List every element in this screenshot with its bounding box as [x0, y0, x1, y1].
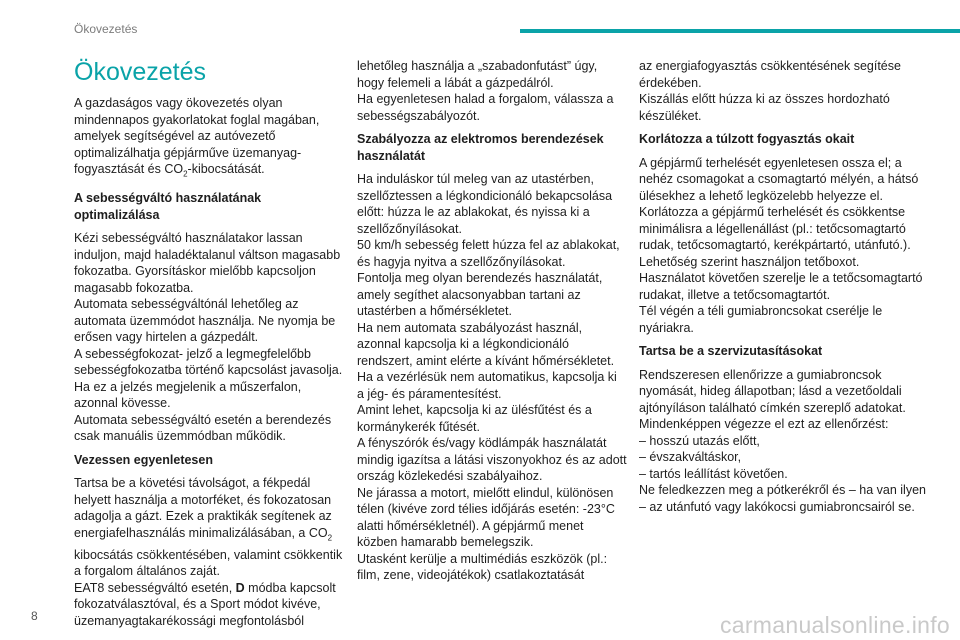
- paragraph: Mindenképpen végezze el ezt az ellenőrzést:: [639, 417, 889, 431]
- paragraph: Utasként kerülje a multimédiás eszközök (pl.: film, zene, videojátékok) csatlakoztatását: [357, 551, 608, 582]
- section-heading-electrical: Szabályozza az elektromos berendezések használatát: [357, 132, 604, 163]
- paragraph: Tél végén a téli gumiabroncsokat cserélje le nyáriakra.: [639, 304, 883, 335]
- eat8-text-a: EAT8 sebességváltó esetén,: [74, 580, 236, 595]
- section-heading-gearbox: A sebességváltó használatának optimalizálása: [74, 191, 262, 222]
- intro-subscript: 2: [183, 169, 188, 179]
- section-heading-consumption: Korlátozza a túlzott fogyasztás okait: [639, 132, 855, 146]
- list-item: – tartós leállítást követően.: [639, 466, 788, 481]
- paragraph: Automata sebességváltó esetén a berendezés csak manuális üzemmódban működik.: [74, 412, 332, 443]
- paragraph: Ne járassa a motort, mielőtt elindul, különösen télen (kivéve zord télies időjárás esetén: -23°C alatti hőmérsékletnél). A gépjármű menet közben hamarabb bemelegszik.: [357, 485, 615, 549]
- co2-text-b: kibocsátás csökkentésében, valamint csökkentik a forgalom általános zaját.: [74, 547, 343, 578]
- paragraph: Ha a vezérlésük nem automatikus, kapcsolja ki a jég- és páramentesítést.: [357, 370, 617, 401]
- paragraph: Rendszeresen ellenőrizze a gumiabroncsok nyomását, hideg állapotban; lásd a vezetőoldali ajtónyíláson található címkén szereplő adatokat.: [639, 367, 906, 415]
- paragraph: Használatot követően szerelje le a tetőcsomagtartó rudakat, illetve a tetőcsomagtartót.: [639, 271, 923, 302]
- paragraph: A fényszórók és/vagy ködlámpák használatát mindig igazítsa a látási viszonyokhoz és az adott ország közlekedési szabályaihoz.: [357, 436, 627, 483]
- paragraph: Ha egyenletesen halad a forgalom, válassza a sebességszabályozót.: [357, 92, 614, 123]
- list-item: – hosszú utazás előtt,: [639, 433, 760, 448]
- column-1: [74, 58, 344, 629]
- paragraph: A sebességfokozat- jelző a legmegfelelőbb sebességfokozatba történő kapcsolást javasolja. Ha ez a jelzés megjelenik a műszerfalon, azonnal kövesse.: [74, 346, 343, 410]
- paragraph: Fontolja meg olyan berendezés használatát, amely segíthet alacsonyabban tartani az utastérben a hőmérsékletet.: [357, 271, 603, 318]
- intro-text-b: -kibocsátását.: [187, 162, 265, 176]
- page-title: Ökovezetés: [74, 58, 207, 86]
- paragraph: Lehetőség szerint használjon tetőboxot.: [639, 254, 860, 269]
- section-heading-service: Tartsa be a szervizutasításokat: [639, 344, 823, 358]
- paragraph: A gépjármű terhelését egyenletesen ossza el; a nehéz csomagokat a csomagtartó mélyén, a hátsó ülésekhez a lehető legközelebb helyezze el.: [639, 155, 919, 203]
- paragraph-co2: [74, 475, 344, 580]
- paragraph: lehetőleg használja a „szabadonfutást” úgy, hogy felemeli a lábát a gázpedálról.: [357, 59, 598, 90]
- watermark: carmanualsonline.info: [719, 612, 950, 638]
- intro-text-a: A gazdaságos vagy ökovezetés olyan mindennapos gyakorlatokat foglal magában, amelyek segítségével az autóvezető optimalizálhatja gépjárműve üzemanyag-fogyasztását és CO: [74, 96, 320, 176]
- paragraph: Automata sebességváltónál lehetőleg az automata üzemmódot használja. Ne nyomja be erősen vagy hirtelen a gázpedált.: [74, 297, 336, 344]
- paragraph: az energiafogyasztás csökkentésének segítése érdekében.: [639, 59, 901, 90]
- eat8-text-b: módba kapcsolt fokozatválasztóval, és a Sport módot kivéve, üzemanyagtakarékossági megfontolásból: [74, 580, 336, 628]
- co2-subscript: 2: [327, 533, 333, 542]
- paragraph: Amint lehet, kapcsolja ki az ülésfűtést és a kormánykerék fűtését.: [357, 403, 592, 434]
- eat8-mode-d: D: [235, 580, 245, 595]
- page-number: 8: [31, 609, 38, 623]
- header-accent-bar: [520, 29, 960, 33]
- paragraph: 50 km/h sebesség felett húzza fel az ablakokat, és hagyja nyitva a szellőzőnyílásokat.: [357, 238, 620, 269]
- paragraph: Ha nem automata szabályozást használ, azonnal kapcsolja ki a légkondicionáló rendszert, amint elérte a kívánt hőmérsékletet.: [357, 320, 615, 368]
- section-heading-drive-smoothly: Vezessen egyenletesen: [74, 452, 213, 467]
- list-item: – évszakváltáskor,: [639, 450, 742, 464]
- paragraph-eat8: [74, 580, 344, 630]
- running-header: Ökovezetés: [74, 22, 138, 36]
- paragraph: Kézi sebességváltó használatakor lassan induljon, majd haladéktalanul váltson magasabb fokozatba. Gyorsításkor mielőbb kapcsoljon magasabb fokozatba.: [74, 231, 341, 295]
- co2-text-a: Tartsa be a követési távolságot, a fékpedál helyett használja a motorféket, és fokozatosan adagolja a gázt. Ezek a praktikák segítenek az energiafelhasználás minimalizálásában, a CO: [74, 476, 332, 540]
- paragraph: Korlátozza a gépjármű terhelését és csökkentse minimálisra a légellenállást (pl.: tetőcsomagtartó rudak, tetőcsomagtartó, kerékpártartó, utánfutó.).: [639, 205, 911, 252]
- paragraph: Ne feledkezzen meg a pótkerékről és – ha van ilyen – az utánfutó vagy lakókocsi gumiabroncsairól se.: [639, 483, 926, 514]
- paragraph: Kiszállás előtt húzza ki az összes hordozható készüléket.: [639, 92, 890, 123]
- intro-paragraph: [74, 95, 344, 183]
- paragraph: Ha induláskor túl meleg van az utastérben, szellőztessen a légkondicionáló bekapcsolása előtt: húzza le az ablakokat, és nyissa ki a szellőzőnyílásokat.: [357, 172, 613, 236]
- column-3: [639, 58, 931, 515]
- column-2: [357, 58, 627, 584]
